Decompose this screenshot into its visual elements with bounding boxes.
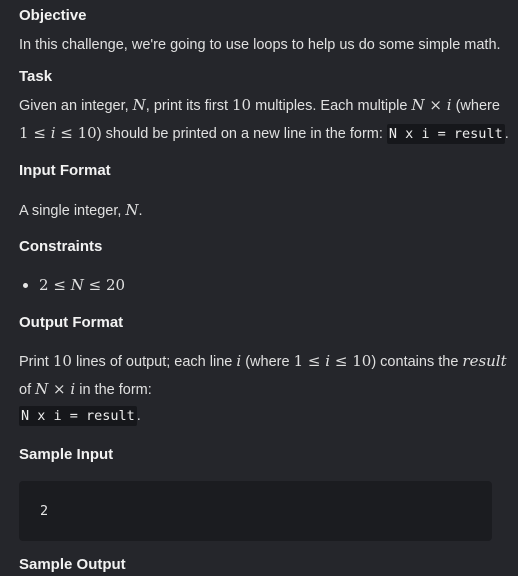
task-heading: Task: [19, 68, 53, 85]
bullet-icon: [23, 283, 28, 288]
output-format-heading: Output Format: [19, 314, 124, 331]
sample-output-heading: Sample Output: [19, 556, 126, 573]
objective-heading: Objective: [19, 7, 87, 24]
input-format-heading: Input Format: [19, 162, 111, 179]
input-format-text: A single integer, N.: [19, 201, 143, 219]
sample-input-box[interactable]: [19, 481, 492, 541]
sample-input-value: 2: [40, 503, 49, 519]
output-format-line-2: of N × i in the form:: [19, 380, 152, 398]
format-code: N x i = result: [388, 126, 503, 142]
objective-text: In this challenge, we're going to use loops to help us do some simple math.: [19, 37, 501, 53]
constraint-item: 2 ≤ N ≤ 20: [23, 276, 125, 294]
sample-input-heading: Sample Input: [19, 446, 114, 463]
output-format-code: N x i = result: [21, 408, 135, 424]
constraints-heading: Constraints: [19, 238, 103, 255]
output-format-line-1: Print 10 lines of output; each line i (where 1 ≤ i ≤ 10) contains the result: [19, 352, 507, 370]
task-line-2: 1 ≤ i ≤ 10) should be printed on a new line in the form: N x i = result .: [19, 124, 509, 142]
task-line-1: Given an integer, N, print its first 10 multiples. Each multiple N × i (where: [19, 96, 500, 114]
output-format-line-3: N x i = result .: [21, 408, 141, 424]
